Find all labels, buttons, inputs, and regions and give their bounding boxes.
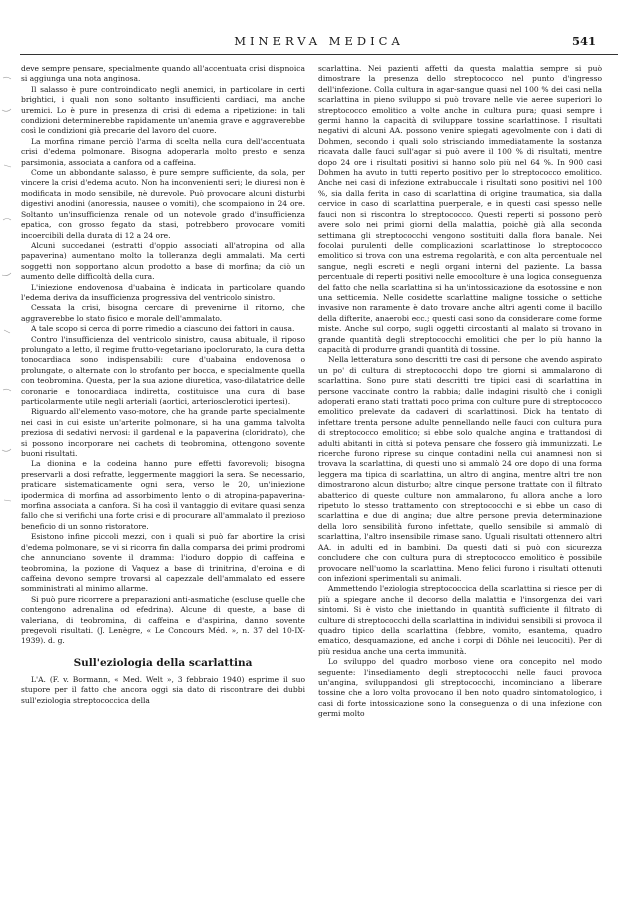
- paragraph: Cessata la crisi, bisogna cercare di prevenirne il ritorno, che aggraverebbe lo stato fisico e morale dell'ammalato.: [21, 303, 305, 323]
- paragraph: Esistono infine piccoli mezzi, con i quali si può far abortire la crisi d'edema polmonare, se vi si ricorra fin dalla comparsa dei primi prodromi che annunciano sovente il dramma: l'ioduro doppio di caffeina e teobromina, la pozione di Vaquez a base di trinitrina, d'eroina e di caffeina devono sempre trovarsi al capezzale dell'ammalato ed essere somministrati al minimo allarme.: [21, 532, 305, 594]
- paragraph: deve sempre pensare, specialmente quando all'accentuata crisi dispnoica si aggiunga una nota anginosa.: [21, 64, 305, 84]
- paragraph: La dionina e la codeina hanno pure effetti favorevoli; bisogna preservarli a dosi refratte, leggermente maggiori la sera. Se necessario, praticare sistematicamente ogni sera, verso le 20, un'iniezione ipodermica di morfina ad assorbimento lento o di atropina-papaverina-morfina associata a canfora. Si ha così il vantaggio di evitare quasi senza fallo che si verifichi una forte crisi e di procurare all'ammalato il prezioso beneficio di un sonno ristoratore.: [21, 459, 305, 531]
- paragraph: scarlattina. Nei pazienti affetti da questa malattia sempre si può dimostrare la presenza dello streptococco nel punto d'ingresso dell'infezione. Colla cultura in agar-sangue quasi nel 100 % dei casi nella scarlattina in pieno sviluppo si può trovare nelle vie aeree superiori lo streptococco emolitico a volte anche in cultura pura; quasi sempre i germi hanno la capacità di sviluppare tossine scarlattinose. I risultati negativi di alcuni AA. possono venire spiegati agevolmente con i dati di Dohmen, secondo i quali solo strisciando immediatamente la sostanza ricavata dalle fauci sull'agar si può avere il 100 % di risultati, mentre dopo 24 ore i risultati positivi si hanno solo più nel 64 %. In 900 casi Dohmen ha avuto in tutti reperto positivo per lo streptococco emolitico. Anche nei casi di infezione extrabuccale i risultati sono positivi nel 100 %, sia dalla ferita in caso di scarlattina di origine traumatica, sia dalla cervice in caso di scarlattina puerperale, e in questi casi spesso nelle fauci non si riscontra lo streptococco. Questi reperti si possono però avere solo nei primi giorni della malattia, poichè già alla seconda settimana gli streptococchi vengono sostituiti dalla flora banale. Nei focolai purulenti delle complicazioni scarlattinose lo streptococco emolitico si trova con una estrema regolarità, e con alta percentuale nel sangue, negli escreti e negli organi interni del paziente. La bassa percentuale di reperti positivi nelle emocolture è una logica conseguenza del fatto che nella scarlattina si ha un'intossicazione da esotossine e non una setticemia. Nelle cosidette scarlattine maligne tossiche o settiche invasive non raramente è dato trovare anche altri agenti come il bacillo della difterite, anaerobi ecc.; questi casi sono da considerare come forme miste. Anche sul corpo, sugli oggetti circostanti al malato si trovano in grande quantità degli streptococchi emolitici che per lo più hanno la capacità di produrre grandi quantità di tossine.: [318, 64, 602, 354]
- paragraph: La morfina rimane perciò l'arma di scelta nella cura dell'accentuata crisi d'edema polmonare. Bisogna adoperarla molto presto e senza parsimonia, associata a canfora od a caffeina.: [21, 136, 305, 167]
- paragraph: Si può pure ricorrere a preparazioni anti-asmatiche (escluse quelle che contengono adrenalina od efedrina). Alcune di queste, a base di valeriana, di teobromina, di caffeina e d'aspirina, danno sovente pregevoli risultati. (J. Lenègre, « Le Concours Méd. », n. 37 del 10-IX-1939). d. g.: [21, 594, 305, 646]
- paragraph: Lo sviluppo del quadro morboso viene ora concepito nel modo seguente: l'insediamento degli streptococchi nelle fauci provoca un'angina, sviluppandosi gli streptococchi, incominciano a liberare tossine che a loro volta provocano il ben noto quadro sintomatologico, i casi di forte intossicazione sono la conseguenza o di una infezione con germi molto: [318, 657, 602, 719]
- header-rule: [20, 54, 618, 55]
- paragraph: Come un abbondante salasso, è pure sempre sufficiente, da sola, per vincere la crisi d'edema acuto. Non ha inconvenienti seri; le diuresi non è modificata in modo sensibile, nè durevole. Può provocare alcuni disturbi digestivi anodini (anoressia, nausee o vomiti), che scompaiono in 24 ore. Soltanto un'insufficienza renale od un notevole grado d'insufficienza epatica, con grosso fegato da stasi, potrebbero provocare vomiti incoercibili della durata di 12 a 24 ore.: [21, 168, 305, 240]
- paragraph: A tale scopo si cerca di porre rimedio a ciascuno dei fattori in causa.: [31, 324, 295, 334]
- left-column: [21, 64, 305, 706]
- paragraph: Nella letteratura sono descritti tre casi di persone che avendo aspirato un po' di cultura di streptococchi dopo tre giorni si ammalarono di scarlattina. Sono pure stati descritti tre tipici casi di scarlattina in persone vaccinate contro la rabbia; dalle indagini risultò che i conigli adoperati erano stati trattati poco prima con culture pure di streptococco emolitico prelevate da cadaveri di scarlattinosi. Dick ha tentato di infettare trenta persone adulte pennellando nelle fauci con cultura pura di streptococco emolitico; si ebbe solo qualche angina e trattandosi di adulti abitanti in città si poteva pensare che fossero già immunizzati. Le ricerche furono riprese su cinque contadini nella cui anamnesi non si trovava la scarlattina, di questi uno si ammalò 24 ore dopo di una forma leggera ma tipica di scarlattina, un altro di angina, mentre altri tre non dimostrarono alcun disturbo; altre cinque persone trattate con il filtrato abatterico di queste culture non ammalarono, fu allora anche a loro ripetuto lo stesso trattamento con streptococchi e si ebbe un caso di scarlattina e due di angina; due altre persone previa determinazione della loro sensibilità furono infettate, quello sensibile si ammalò di scarlattina, l'altro insensibile rimase sano. Uguali risultati ottennero altri AA. in adulti ed in bambini. Da questi dati si può con sicurezza concludere che con cultura pura di streptococco emolitico è possibile provocare nell'uomo la scarlattina. Meno felici furono i risultati ottenuti con infezioni sperimentali su animali.: [318, 355, 602, 583]
- journal-title: MINERVA MEDICA: [234, 34, 404, 48]
- page-number: 541: [571, 34, 596, 48]
- section-heading: Sull'eziologia della scarlattina: [73, 656, 253, 669]
- paragraph: Ammettendo l'eziologia streptococcica della scarlattina si riesce per di più a spiegare anche il decorso della malattia e l'insorgenza dei vari sintomi. Si è visto che iniettando in quantità sufficiente il filtrato di culture di streptococchi della scarlattina in individui sensibili si provoca il quadro tipico della scarlattina (febbre, vomito, esantema, quadro ematico, desquamazione, ed anche i corpi di Döhle nei leucociti). Per di più residua anche una certa immunità.: [318, 584, 602, 656]
- paragraph: Alcuni succedanei (estratti d'oppio associati all'atropina od alla papaverina) aumentano molto la tolleranza degli ammalati. Ma certi soggetti non sopportano alcun prodotto a base di morfina; da ciò un aumento delle difficoltà della cura.: [21, 240, 305, 282]
- paragraph: Contro l'insufficienza del ventricolo sinistro, causa abituale, il riposo prolungato a letto, il regime frutto-vegetariano ipoclorurato, la cura detta tonocardiaca sono indispensabili: cure d'uabaina endovenosa o prolungate, o alternate con lo strofanto per bocca, e specialmente quella con teobromina. Questa, per la sua azione diuretica, vaso-dilatatrice delle coronarie e tonocardiaca indiretta, costituisce una cura di base particolarmente utile negli arteriali (aortici, arteriosclerotici ipertesi).: [21, 334, 305, 406]
- page-header: [20, 34, 618, 54]
- paragraph: Riguardo all'elemento vaso-motore, che ha grande parte specialmente nei casi in cui esiste un'arterite polmonare, si ha una gamma talvolta preziosa di sedativi nervosi: il gardenal e la papaverina (cloridrato), che si possono incorporare nei cachets di teobromina, ottengono sovente buoni risultati.: [21, 407, 305, 459]
- paragraph: L'A. (F. v. Bormann, « Med. Welt », 3 febbraio 1940) esprime il suo stupore per il fatto che ancora oggi sia dato di riscontrare dei dubbi sull'eziologia streptococcica della: [21, 674, 305, 705]
- margin-annotation-marks: [0, 70, 16, 510]
- right-column: [318, 64, 602, 720]
- paragraph: L'iniezione endovenosa d'uabaina è indicata in particolare quando l'edema deriva da insufficienza progressiva del ventricolo sinistro.: [21, 282, 305, 302]
- paragraph: Il salasso è pure controindicato negli anemici, in particolare in certi brightici, i quali non sono soltanto insufficienti cardiaci, ma anche uremici. Lo è pure in presenza di crisi di edema a ripetizione: in tali condizioni determinerebbe rapidamente un'anemia grave e aggraverebbe così le condizioni già precarie del lavoro del cuore.: [21, 84, 305, 136]
